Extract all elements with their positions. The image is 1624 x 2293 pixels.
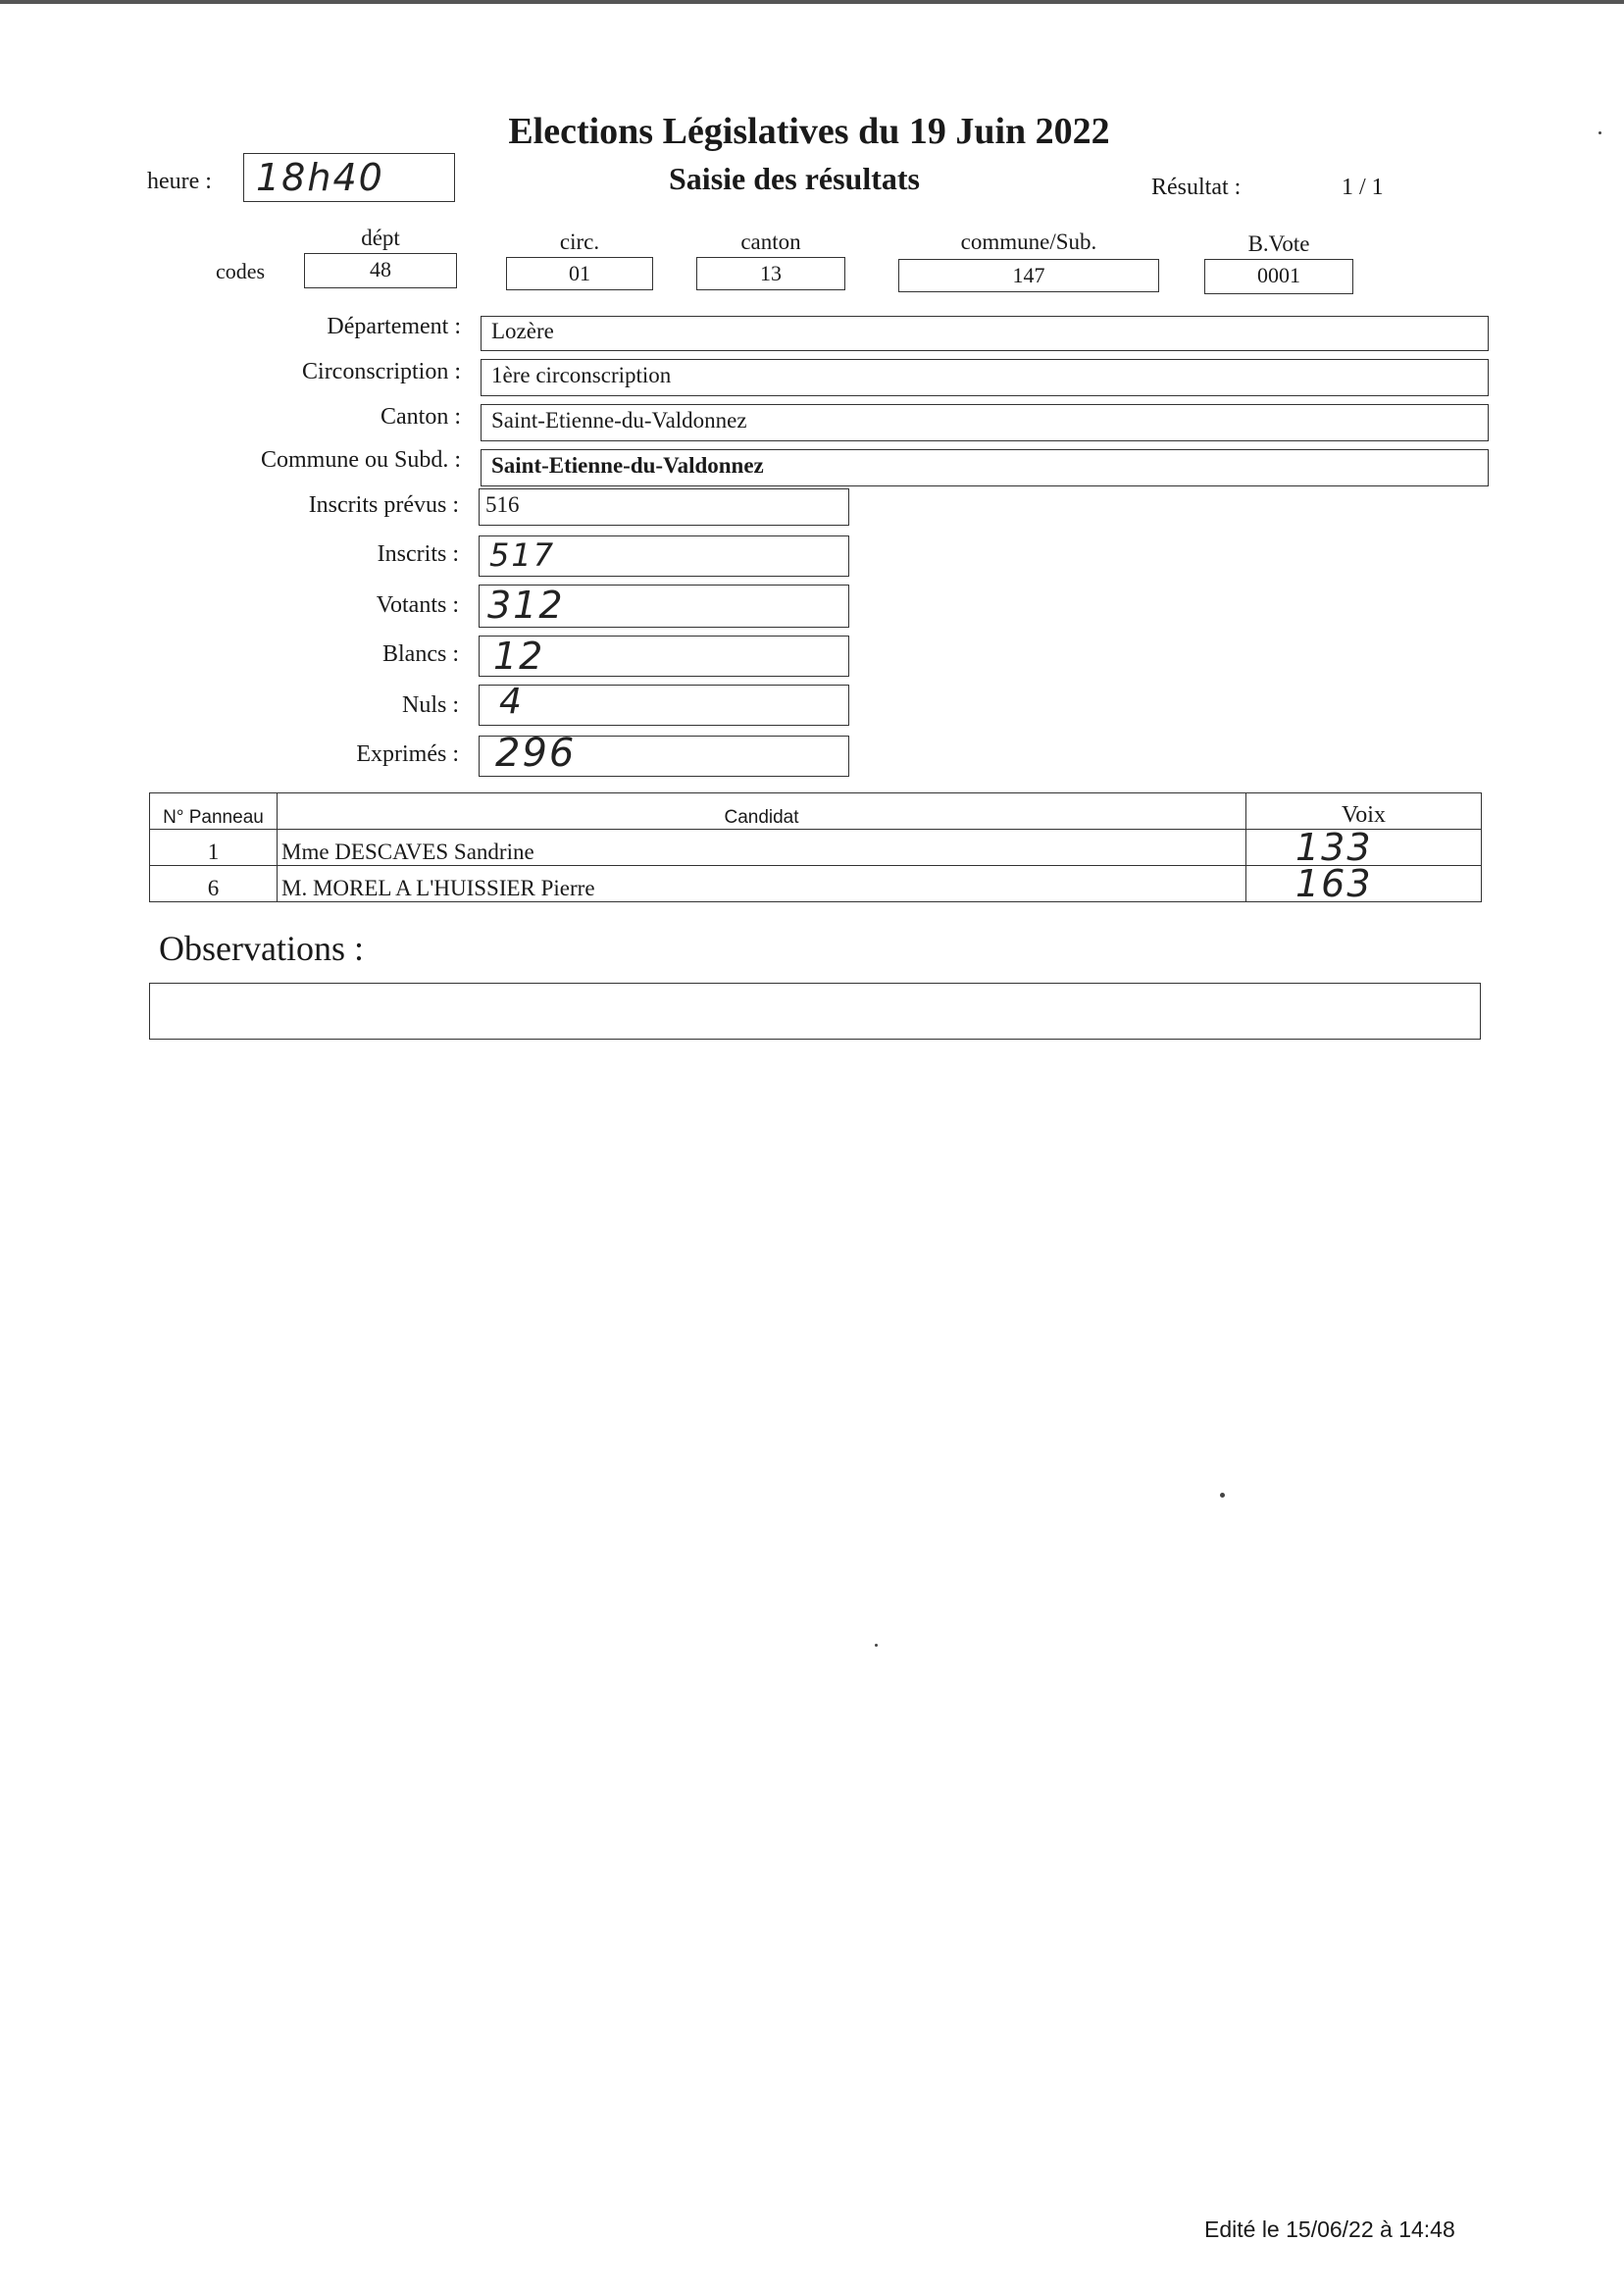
row-candidat: Mme DESCAVES Sandrine <box>278 830 1246 866</box>
row-panneau: 6 <box>150 866 278 902</box>
nuls-label: Nuls : <box>401 692 459 718</box>
bvote-code-value: 0001 <box>1257 263 1300 287</box>
row-voix-value: 163 <box>1295 862 1373 905</box>
heure-label: heure : <box>147 169 212 194</box>
circonscription-label: Circonscription : <box>302 359 461 384</box>
votants-field[interactable] <box>479 585 849 628</box>
dept-code-value: 48 <box>370 257 391 281</box>
inscrits-label: Inscrits : <box>377 541 459 567</box>
observations-label: Observations : <box>159 929 364 968</box>
canton-code-value: 13 <box>760 261 782 285</box>
candidates-table <box>149 792 1482 905</box>
table-row <box>150 830 1482 866</box>
scan-speck <box>1220 1493 1225 1498</box>
circ-code-value: 01 <box>569 261 590 285</box>
inscrits-field[interactable] <box>479 535 849 577</box>
page-title: Elections Législatives du 19 Juin 2022 <box>508 111 1110 152</box>
heure-value: 18h40 <box>256 156 384 199</box>
votants-value: 312 <box>487 584 565 627</box>
edited-timestamp: Edité le 15/06/22 à 14:48 <box>1204 2217 1455 2242</box>
commune-code-value: 147 <box>1012 263 1045 287</box>
exprimes-value: 296 <box>495 731 577 776</box>
canton-code-label: canton <box>740 229 801 254</box>
table-header-row <box>150 793 1482 830</box>
resultat-value: 1 / 1 <box>1342 175 1384 200</box>
exprimes-field[interactable] <box>479 731 849 777</box>
page-subtitle: Saisie des résultats <box>669 161 920 196</box>
heure-field[interactable] <box>243 153 455 202</box>
canton-field[interactable] <box>481 404 1489 441</box>
canton-value: Saint-Etienne-du-Valdonnez <box>491 408 747 433</box>
inscrits-prevus-field[interactable] <box>479 488 849 526</box>
commune-value: Saint-Etienne-du-Valdonnez <box>491 453 764 478</box>
row-voix-value: 133 <box>1295 826 1373 869</box>
votants-label: Votants : <box>376 592 459 618</box>
circ-label: circ. <box>559 229 600 254</box>
inscrits-prevus-value: 516 <box>485 492 520 517</box>
scan-speck <box>1599 131 1601 134</box>
canton-label: Canton : <box>381 404 461 430</box>
inscrits-prevus-label: Inscrits prévus : <box>308 492 459 518</box>
departement-label: Département : <box>327 314 461 339</box>
exprimes-label: Exprimés : <box>356 741 459 767</box>
inscrits-value: 517 <box>489 536 556 574</box>
observations-field[interactable] <box>149 983 1481 1040</box>
commune-code-label: commune/Sub. <box>960 229 1097 254</box>
commune-label: Commune ou Subd. : <box>260 447 461 473</box>
blancs-value: 12 <box>493 635 545 678</box>
row-panneau: 1 <box>150 830 278 866</box>
table-row <box>150 866 1482 902</box>
circonscription-value: 1ère circonscription <box>491 363 672 387</box>
blancs-label: Blancs : <box>382 641 459 667</box>
nuls-value: 4 <box>499 682 524 722</box>
bvote-code-field[interactable] <box>1204 259 1353 294</box>
codes-label: codes <box>216 259 266 283</box>
row-voix[interactable] <box>1246 862 1482 905</box>
row-voix[interactable] <box>1246 826 1482 869</box>
dept-label: dépt <box>361 226 400 250</box>
departement-value: Lozère <box>491 319 554 343</box>
dept-code-field[interactable] <box>304 253 457 288</box>
commune-code-field[interactable] <box>898 259 1159 292</box>
canton-code-field[interactable] <box>696 257 845 290</box>
nuls-field[interactable] <box>479 682 849 726</box>
blancs-field[interactable] <box>479 636 849 677</box>
commune-field[interactable] <box>481 449 1489 486</box>
scan-speck <box>875 1644 878 1647</box>
resultat-label: Résultat : <box>1151 175 1242 200</box>
scan-top-edge <box>0 0 1624 4</box>
circonscription-field[interactable] <box>481 359 1489 396</box>
bvote-label: B.Vote <box>1247 231 1310 256</box>
col-header-candidat: Candidat <box>278 793 1246 830</box>
row-candidat: M. MOREL A L'HUISSIER Pierre <box>278 866 1246 902</box>
col-header-voix: Voix <box>1246 793 1482 830</box>
departement-field[interactable] <box>481 316 1489 351</box>
circ-code-field[interactable] <box>506 257 653 290</box>
col-header-panneau: N° Panneau <box>150 793 278 830</box>
